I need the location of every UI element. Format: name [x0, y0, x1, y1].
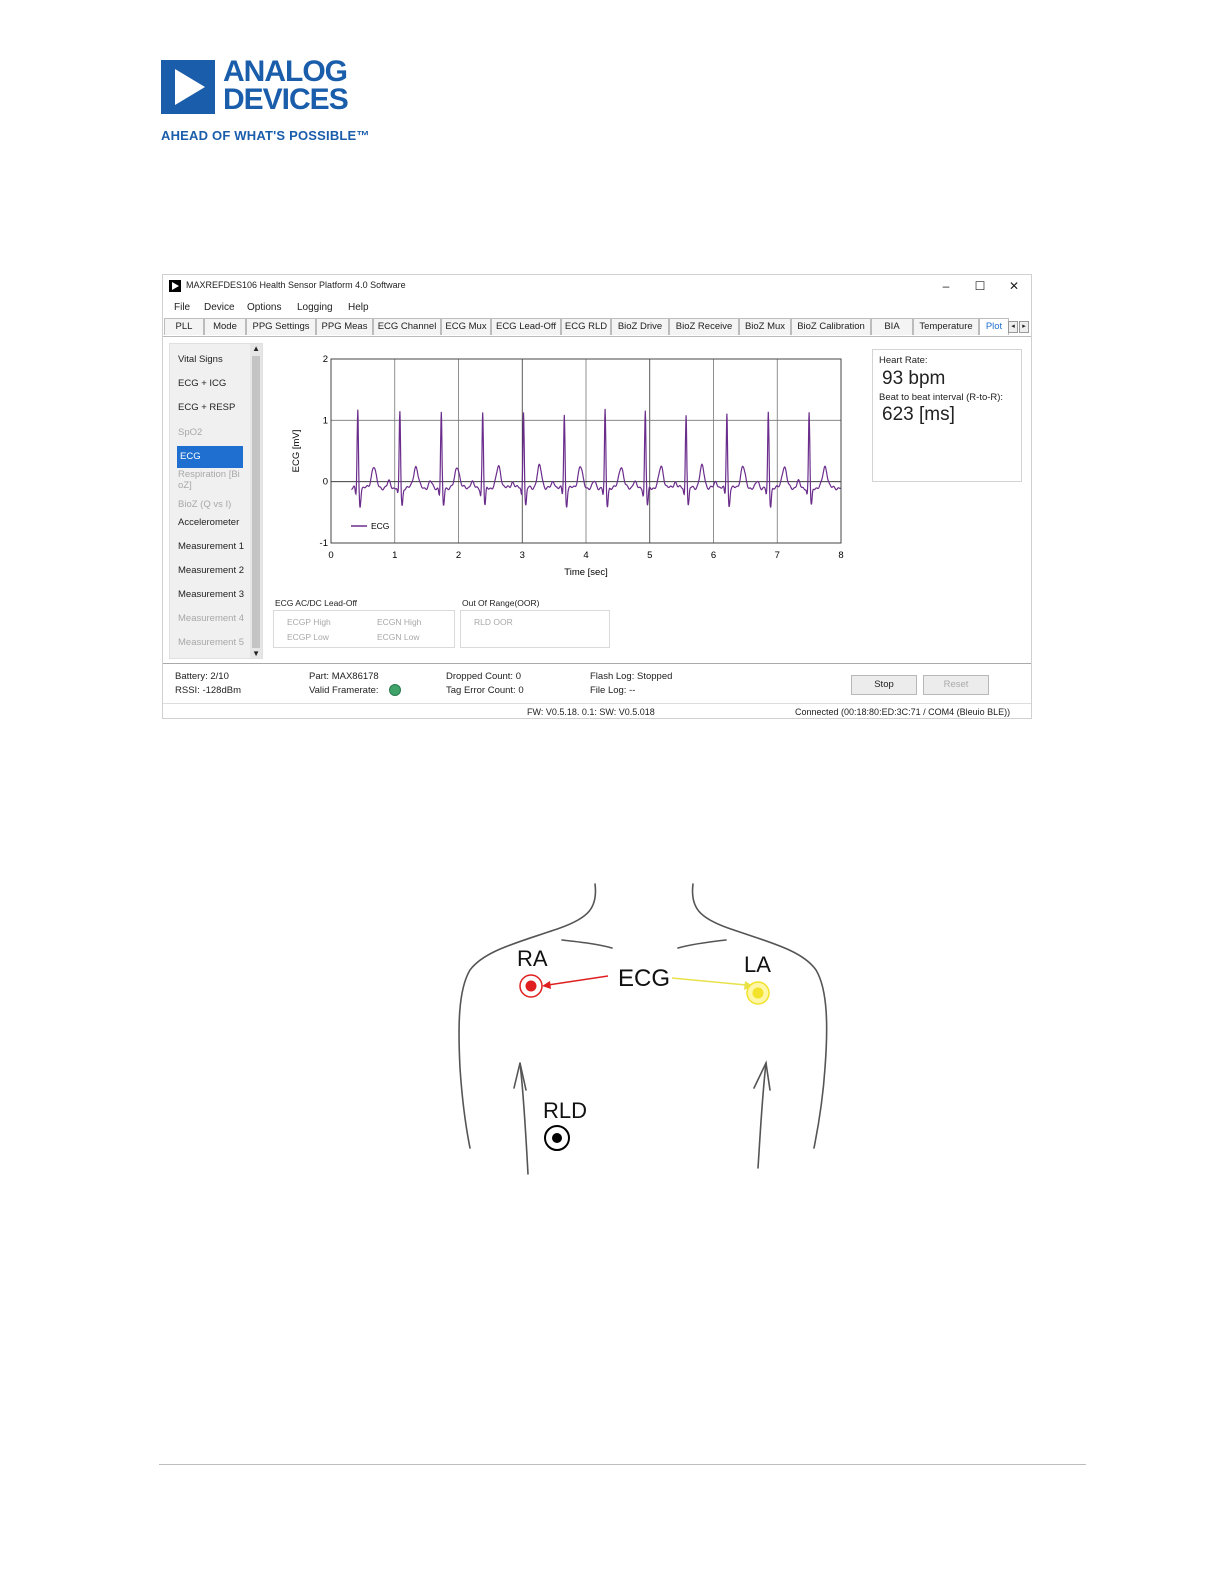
- tab-bioz-mux[interactable]: BioZ Mux: [739, 318, 791, 335]
- tab-bioz-drive[interactable]: BioZ Drive: [611, 318, 669, 335]
- plot-item-ecg-resp[interactable]: ECG + RESP: [178, 402, 236, 413]
- electrode-placement-diagram: [440, 878, 840, 1188]
- tab-bioz-receive[interactable]: BioZ Receive: [669, 318, 739, 335]
- ecg-series-line: [351, 409, 841, 508]
- reset-button[interactable]: Reset: [923, 675, 989, 695]
- maximize-button[interactable]: ☐: [974, 279, 986, 293]
- ecgn-high-indicator: ECGN High: [377, 617, 422, 627]
- tab-ecg-channel[interactable]: ECG Channel: [373, 318, 441, 335]
- x-tick-label: 2: [455, 550, 462, 561]
- framerate-status-led: [389, 684, 401, 696]
- ecgp-high-indicator: ECGP High: [287, 617, 331, 627]
- rssi-status: RSSI: -128dBm: [175, 685, 241, 696]
- menu-options[interactable]: Options: [247, 302, 282, 313]
- tab-ppg-settings[interactable]: PPG Settings: [246, 318, 316, 335]
- y-tick-label: 1: [322, 415, 328, 427]
- part-status: Part: MAX86178: [309, 671, 379, 682]
- rld-oor-indicator: RLD OOR: [474, 617, 513, 627]
- heart-rate-label: Heart Rate:: [879, 355, 928, 366]
- app-icon: [169, 280, 181, 292]
- status-bar: [163, 703, 1031, 720]
- la-electrode-dot: [753, 988, 764, 999]
- rld-electrode-dot: [552, 1133, 562, 1143]
- tab-plot[interactable]: Plot: [979, 318, 1009, 335]
- menu-logging[interactable]: Logging: [297, 302, 333, 313]
- x-tick-label: 7: [774, 550, 780, 561]
- y-tick-label: -1: [319, 538, 328, 549]
- logo-tagline: AHEAD OF WHAT'S POSSIBLE™: [161, 128, 370, 143]
- plot-item-accelerometer[interactable]: Accelerometer: [178, 517, 240, 528]
- ecgn-low-indicator: ECGN Low: [377, 632, 420, 642]
- tab-temperature[interactable]: Temperature: [913, 318, 979, 335]
- menu-device[interactable]: Device: [204, 302, 235, 313]
- rld-label: RLD: [543, 1098, 588, 1123]
- tab-ppg-meas[interactable]: PPG Meas: [316, 318, 373, 335]
- x-tick-label: 6: [710, 550, 717, 561]
- menu-bar: [163, 299, 1031, 315]
- tag-error-count: Tag Error Count: 0: [446, 685, 524, 696]
- tab-ecg-rld[interactable]: ECG RLD: [561, 318, 611, 335]
- lead-off-title: ECG AC/DC Lead-Off: [275, 598, 358, 608]
- menu-file[interactable]: File: [174, 302, 191, 313]
- oor-title: Out Of Range(OOR): [462, 598, 540, 608]
- y-axis-label: ECG [mV]: [291, 429, 302, 473]
- y-tick-label: 2: [322, 354, 328, 365]
- tab-ecg-mux[interactable]: ECG Mux: [441, 318, 491, 335]
- plot-item-ecg[interactable]: ECG: [177, 446, 243, 468]
- minimize-button[interactable]: –: [942, 279, 950, 293]
- tab-bar: [163, 318, 1031, 337]
- rr-interval-value: 623 [ms]: [882, 404, 955, 425]
- logo-triangle-icon: [161, 60, 215, 114]
- ra-electrode-dot: [526, 981, 537, 992]
- ecgp-low-indicator: ECGP Low: [287, 632, 329, 642]
- plot-item-bioz-q-vs-i[interactable]: BioZ (Q vs I): [178, 499, 232, 510]
- logo-line1: ANALOG: [223, 55, 347, 88]
- plot-item-vital-signs[interactable]: Vital Signs: [178, 354, 223, 365]
- valid-framerate-label: Valid Framerate:: [309, 685, 379, 696]
- flash-log-status: Flash Log: Stopped: [590, 671, 673, 682]
- plot-item-respiration[interactable]: Respiration [BioZ]: [178, 469, 240, 491]
- la-lead-arrow: [672, 978, 746, 985]
- y-tick-label: 0: [322, 476, 328, 488]
- close-button[interactable]: ✕: [1008, 279, 1020, 293]
- window-title: MAXREFDES106 Health Sensor Platform 4.0 Software: [186, 280, 406, 290]
- tab-scroll-left-icon[interactable]: ◂: [1008, 321, 1018, 333]
- menu-help[interactable]: Help: [348, 302, 369, 313]
- analog-devices-logo: [161, 55, 381, 148]
- x-tick-label: 1: [392, 550, 398, 561]
- title-bar: [163, 275, 1031, 297]
- ra-label: RA: [517, 946, 548, 971]
- ra-lead-arrow: [548, 976, 608, 985]
- lead-off-group: [273, 610, 455, 648]
- plot-item-measurement-5[interactable]: Measurement 5: [178, 637, 245, 648]
- plot-item-ecg-icg[interactable]: ECG + ICG: [178, 378, 227, 389]
- status-divider: [163, 663, 1031, 664]
- app-window: [162, 274, 1032, 719]
- x-tick-label: 5: [647, 550, 653, 561]
- heart-rate-panel: [872, 349, 1022, 482]
- footer-divider: [159, 1464, 1086, 1465]
- plot-selector-list: [169, 343, 263, 659]
- file-log-status: File Log: --: [590, 685, 636, 696]
- battery-status: Battery: 2/10: [175, 671, 229, 682]
- plot-item-spo2[interactable]: SpO2: [178, 427, 203, 438]
- x-tick-label: 0: [328, 550, 334, 561]
- tab-bia[interactable]: BIA: [871, 318, 913, 335]
- plot-item-measurement-2[interactable]: Measurement 2: [178, 565, 245, 576]
- plot-item-measurement-3[interactable]: Measurement 3: [178, 589, 245, 600]
- x-tick-label: 4: [583, 550, 589, 561]
- legend-label: ECG: [371, 521, 390, 531]
- scroll-thumb[interactable]: [252, 356, 260, 648]
- rr-interval-label: Beat to beat interval (R-to-R):: [879, 392, 1004, 403]
- tab-scroll-right-icon[interactable]: ▸: [1019, 321, 1029, 333]
- logo-wordmark: [223, 55, 348, 116]
- ecg-label: ECG: [618, 965, 671, 992]
- torso-outline: [459, 884, 827, 1174]
- logo-line2: DEVICES: [223, 83, 348, 116]
- plot-item-measurement-4[interactable]: Measurement 4: [178, 613, 245, 624]
- oor-group: [460, 610, 610, 648]
- x-axis-label: Time [sec]: [564, 567, 608, 578]
- tab-pll[interactable]: PLL: [164, 318, 204, 335]
- x-tick-label: 8: [838, 550, 844, 561]
- ra-arrow-head-icon: [542, 981, 551, 989]
- plot-item-measurement-1[interactable]: Measurement 1: [178, 541, 245, 552]
- x-tick-label: 3: [519, 550, 525, 561]
- la-label: LA: [744, 952, 771, 977]
- tab-bioz-calibration[interactable]: BioZ Calibration: [791, 318, 871, 335]
- scroll-down-icon[interactable]: ▼: [252, 649, 260, 658]
- connection-status: Connected (00:18:80:ED:3C:71 / COM4 (Bleuio BLE)): [795, 707, 1011, 717]
- sidebar-scrollbar[interactable]: [250, 344, 262, 658]
- scroll-up-icon[interactable]: ▲: [252, 344, 260, 353]
- stop-button[interactable]: Stop: [851, 675, 917, 695]
- tab-ecg-lead-off[interactable]: ECG Lead-Off: [491, 318, 561, 335]
- heart-rate-value: 93 bpm: [882, 368, 946, 389]
- ecg-chart: [281, 345, 851, 585]
- firmware-version: FW: V0.5.18. 0.1: SW: V0.5.018: [527, 707, 655, 717]
- tab-mode[interactable]: Mode: [204, 318, 246, 335]
- dropped-count: Dropped Count: 0: [446, 671, 521, 682]
